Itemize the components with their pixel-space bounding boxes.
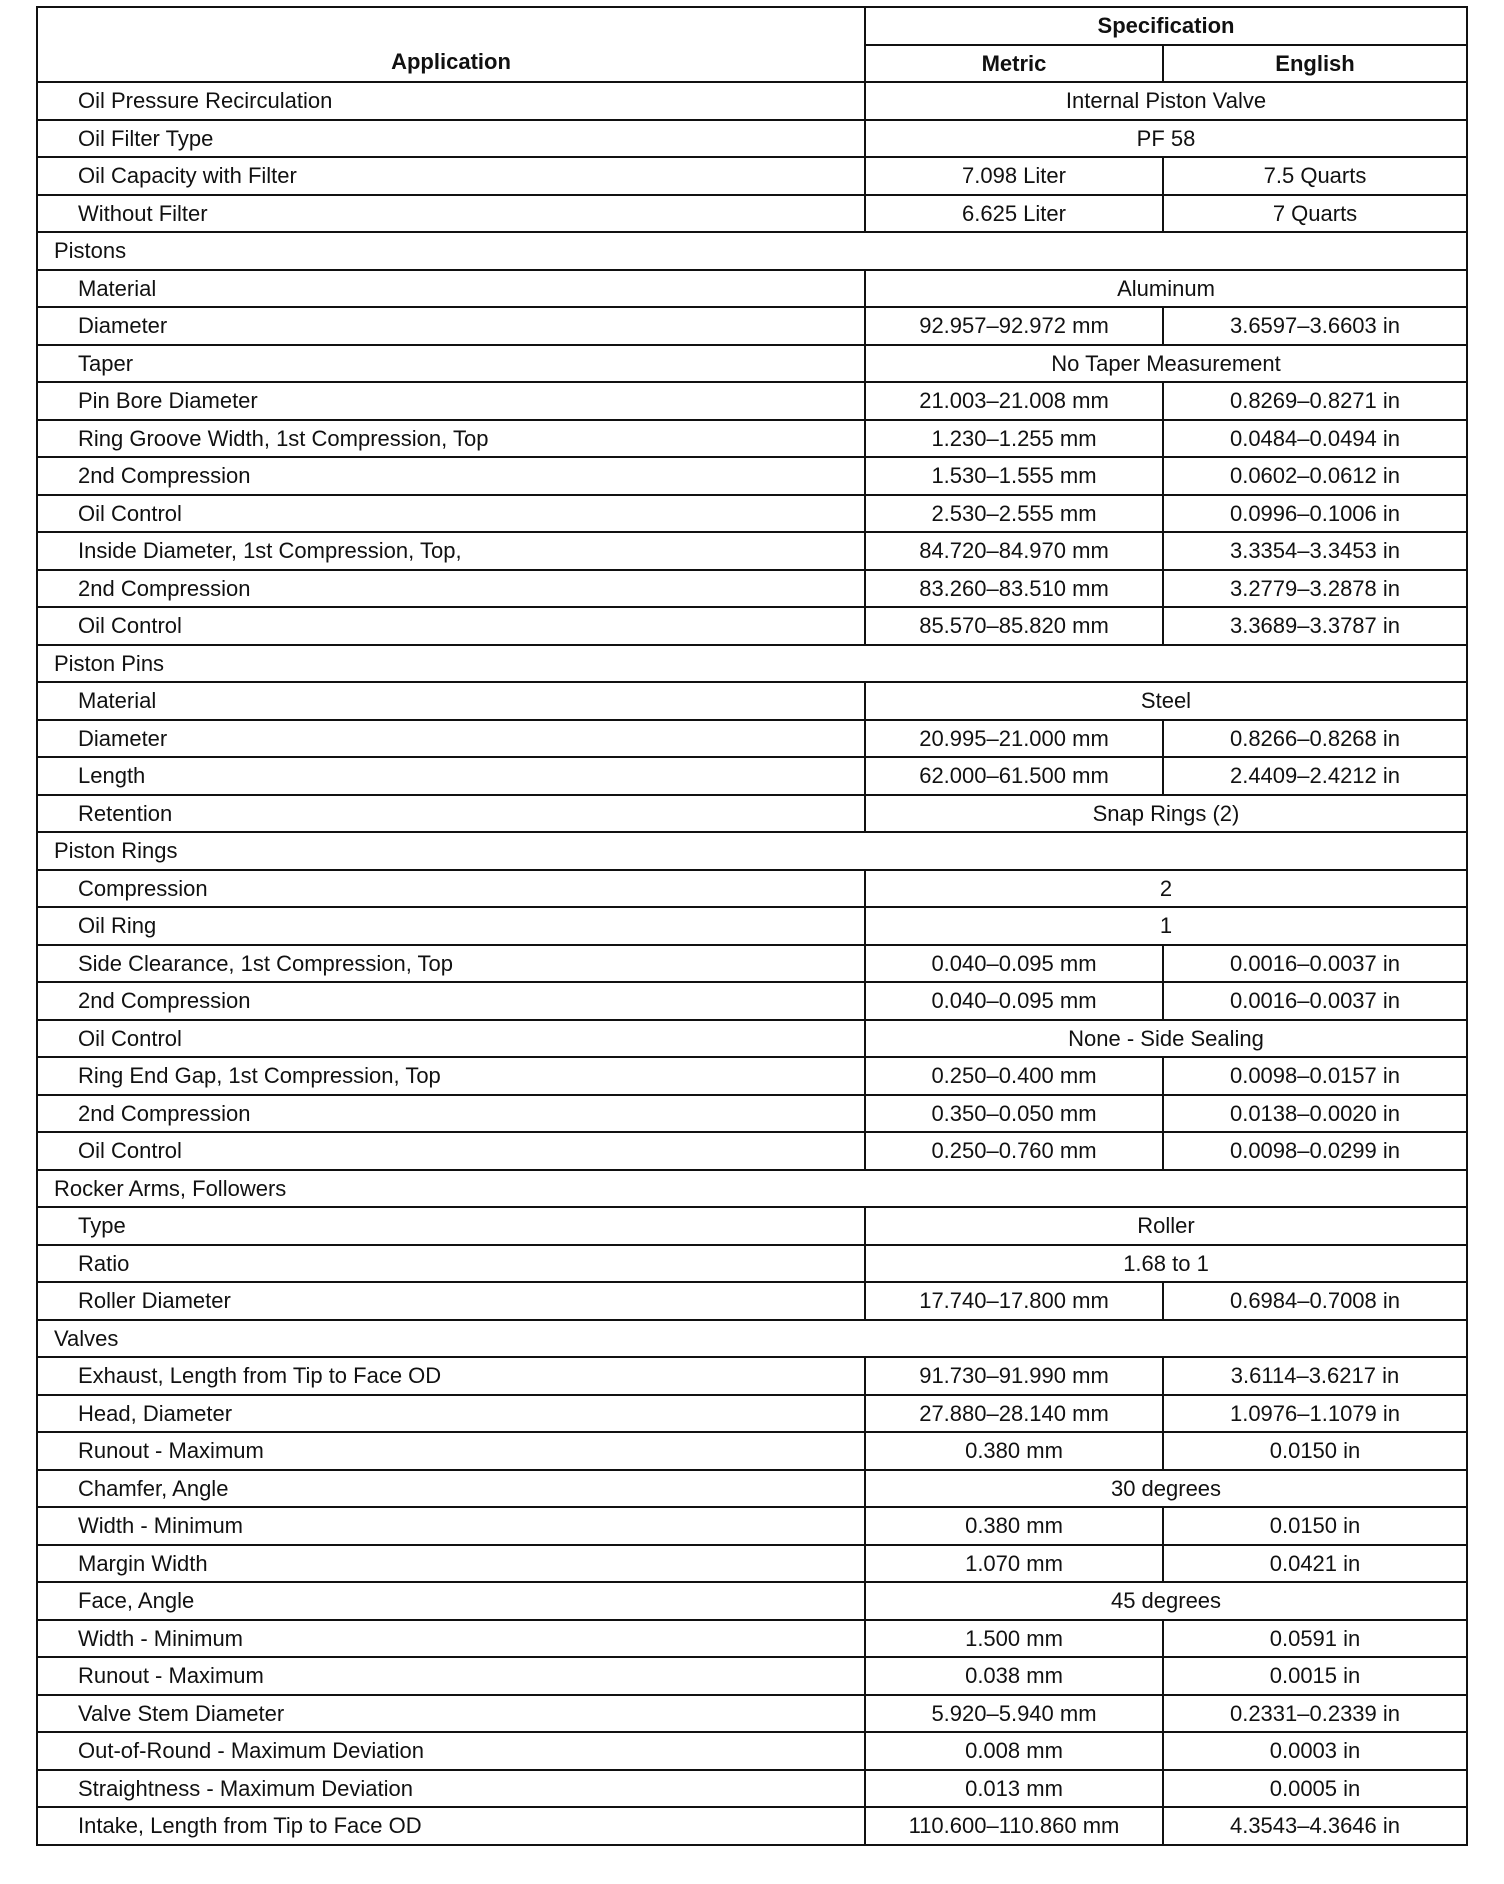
application-cell: Width - Minimum <box>37 1620 865 1658</box>
application-cell: Ratio <box>37 1245 865 1283</box>
table-row <box>37 307 1467 345</box>
metric-cell: 20.995–21.000 mm <box>865 720 1163 758</box>
table-row <box>37 795 1467 833</box>
application-cell: Head, Diameter <box>37 1395 865 1433</box>
table-row <box>37 345 1467 383</box>
application-cell: Width - Minimum <box>37 1507 865 1545</box>
table-row <box>37 1095 1467 1133</box>
english-cell: 0.0098–0.0157 in <box>1163 1057 1467 1095</box>
metric-cell: 0.250–0.400 mm <box>865 1057 1163 1095</box>
table-row <box>37 757 1467 795</box>
specification-cell: Aluminum <box>865 270 1467 308</box>
english-cell: 0.6984–0.7008 in <box>1163 1282 1467 1320</box>
section-row <box>37 1320 1467 1358</box>
english-cell: 0.0484–0.0494 in <box>1163 420 1467 458</box>
table-row <box>37 607 1467 645</box>
section-heading: Pistons <box>37 232 1467 270</box>
english-cell: 0.0098–0.0299 in <box>1163 1132 1467 1170</box>
specification-cell: 30 degrees <box>865 1470 1467 1508</box>
metric-cell: 7.098 Liter <box>865 157 1163 195</box>
english-cell: 7 Quarts <box>1163 195 1467 233</box>
metric-cell: 0.008 mm <box>865 1732 1163 1770</box>
table-row <box>37 457 1467 495</box>
specification-cell: PF 58 <box>865 120 1467 158</box>
application-cell: Straightness - Maximum Deviation <box>37 1770 865 1808</box>
application-cell: Runout - Maximum <box>37 1657 865 1695</box>
table-row <box>37 1770 1467 1808</box>
specification-cell: 1.68 to 1 <box>865 1245 1467 1283</box>
application-cell: Ring Groove Width, 1st Compression, Top <box>37 420 865 458</box>
table-row <box>37 1057 1467 1095</box>
table-row <box>37 1020 1467 1058</box>
table-row <box>37 1582 1467 1620</box>
specification-cell: 1 <box>865 907 1467 945</box>
application-cell: Side Clearance, 1st Compression, Top <box>37 945 865 983</box>
specification-cell: No Taper Measurement <box>865 345 1467 383</box>
table-row <box>37 1282 1467 1320</box>
application-cell: Valve Stem Diameter <box>37 1695 865 1733</box>
application-cell: Taper <box>37 345 865 383</box>
metric-cell: 0.380 mm <box>865 1507 1163 1545</box>
table-row <box>37 1620 1467 1658</box>
application-cell: Retention <box>37 795 865 833</box>
metric-cell: 27.880–28.140 mm <box>865 1395 1163 1433</box>
metric-cell: 83.260–83.510 mm <box>865 570 1163 608</box>
english-cell: 0.8269–0.8271 in <box>1163 382 1467 420</box>
metric-cell: 1.530–1.555 mm <box>865 457 1163 495</box>
table-row <box>37 1132 1467 1170</box>
application-cell: Diameter <box>37 307 865 345</box>
application-cell: Compression <box>37 870 865 908</box>
application-cell: Without Filter <box>37 195 865 233</box>
specification-cell: Snap Rings (2) <box>865 795 1467 833</box>
application-cell: Oil Control <box>37 1020 865 1058</box>
table-row <box>37 1470 1467 1508</box>
specification-cell: 45 degrees <box>865 1582 1467 1620</box>
table-row <box>37 907 1467 945</box>
metric-cell: 92.957–92.972 mm <box>865 307 1163 345</box>
metric-cell: 0.040–0.095 mm <box>865 982 1163 1020</box>
english-cell: 0.2331–0.2339 in <box>1163 1695 1467 1733</box>
english-cell: 0.0602–0.0612 in <box>1163 457 1467 495</box>
table-row <box>37 495 1467 533</box>
metric-cell: 0.013 mm <box>865 1770 1163 1808</box>
table-row <box>37 1657 1467 1695</box>
table-row <box>37 682 1467 720</box>
table-row <box>37 1807 1467 1845</box>
application-cell: Roller Diameter <box>37 1282 865 1320</box>
application-cell: 2nd Compression <box>37 457 865 495</box>
header-english: English <box>1163 45 1467 83</box>
metric-cell: 21.003–21.008 mm <box>865 382 1163 420</box>
table-body <box>37 82 1467 1845</box>
table-row <box>37 982 1467 1020</box>
section-row <box>37 645 1467 683</box>
metric-cell: 0.350–0.050 mm <box>865 1095 1163 1133</box>
english-cell: 3.2779–3.2878 in <box>1163 570 1467 608</box>
application-cell: Chamfer, Angle <box>37 1470 865 1508</box>
english-cell: 4.3543–4.3646 in <box>1163 1807 1467 1845</box>
application-cell: Face, Angle <box>37 1582 865 1620</box>
table-row <box>37 1695 1467 1733</box>
application-cell: Type <box>37 1207 865 1245</box>
application-cell: Ring End Gap, 1st Compression, Top <box>37 1057 865 1095</box>
english-cell: 0.0150 in <box>1163 1432 1467 1470</box>
english-cell: 3.3689–3.3787 in <box>1163 607 1467 645</box>
application-cell: Diameter <box>37 720 865 758</box>
application-cell: Intake, Length from Tip to Face OD <box>37 1807 865 1845</box>
metric-cell: 0.038 mm <box>865 1657 1163 1695</box>
english-cell: 3.3354–3.3453 in <box>1163 532 1467 570</box>
english-cell: 3.6597–3.6603 in <box>1163 307 1467 345</box>
metric-cell: 5.920–5.940 mm <box>865 1695 1163 1733</box>
english-cell: 0.0996–0.1006 in <box>1163 495 1467 533</box>
table-row <box>37 945 1467 983</box>
english-cell: 7.5 Quarts <box>1163 157 1467 195</box>
table-row <box>37 157 1467 195</box>
table-row <box>37 1395 1467 1433</box>
section-row <box>37 232 1467 270</box>
english-cell: 1.0976–1.1079 in <box>1163 1395 1467 1433</box>
table-row <box>37 82 1467 120</box>
application-cell: Pin Bore Diameter <box>37 382 865 420</box>
table-row <box>37 1545 1467 1583</box>
table-row <box>37 1507 1467 1545</box>
metric-cell: 17.740–17.800 mm <box>865 1282 1163 1320</box>
application-cell: Oil Capacity with Filter <box>37 157 865 195</box>
english-cell: 2.4409–2.4212 in <box>1163 757 1467 795</box>
table-row <box>37 382 1467 420</box>
table-row <box>37 570 1467 608</box>
application-cell: 2nd Compression <box>37 570 865 608</box>
specification-cell: Steel <box>865 682 1467 720</box>
application-cell: 2nd Compression <box>37 982 865 1020</box>
english-cell: 3.6114–3.6217 in <box>1163 1357 1467 1395</box>
metric-cell: 0.380 mm <box>865 1432 1163 1470</box>
section-heading: Piston Pins <box>37 645 1467 683</box>
metric-cell: 62.000–61.500 mm <box>865 757 1163 795</box>
english-cell: 0.0150 in <box>1163 1507 1467 1545</box>
header-row-top <box>37 7 1467 45</box>
english-cell: 0.0005 in <box>1163 1770 1467 1808</box>
application-cell: Oil Control <box>37 1132 865 1170</box>
table-row <box>37 195 1467 233</box>
application-cell: Material <box>37 682 865 720</box>
metric-cell: 84.720–84.970 mm <box>865 532 1163 570</box>
english-cell: 0.0016–0.0037 in <box>1163 945 1467 983</box>
specification-cell: 2 <box>865 870 1467 908</box>
metric-cell: 0.040–0.095 mm <box>865 945 1163 983</box>
application-cell: Material <box>37 270 865 308</box>
metric-cell: 1.230–1.255 mm <box>865 420 1163 458</box>
table-row <box>37 1245 1467 1283</box>
application-cell: Length <box>37 757 865 795</box>
header-application: Application <box>37 7 865 82</box>
application-cell: Oil Ring <box>37 907 865 945</box>
application-cell: 2nd Compression <box>37 1095 865 1133</box>
metric-cell: 110.600–110.860 mm <box>865 1807 1163 1845</box>
table-row <box>37 870 1467 908</box>
metric-cell: 91.730–91.990 mm <box>865 1357 1163 1395</box>
section-heading: Rocker Arms, Followers <box>37 1170 1467 1208</box>
metric-cell: 1.500 mm <box>865 1620 1163 1658</box>
application-cell: Oil Control <box>37 607 865 645</box>
english-cell: 0.0016–0.0037 in <box>1163 982 1467 1020</box>
english-cell: 0.0421 in <box>1163 1545 1467 1583</box>
english-cell: 0.0015 in <box>1163 1657 1467 1695</box>
section-heading: Piston Rings <box>37 832 1467 870</box>
metric-cell: 85.570–85.820 mm <box>865 607 1163 645</box>
specification-cell: Roller <box>865 1207 1467 1245</box>
specifications-table <box>36 6 1468 1846</box>
table-row <box>37 270 1467 308</box>
table-row <box>37 420 1467 458</box>
english-cell: 0.0003 in <box>1163 1732 1467 1770</box>
table-row <box>37 1207 1467 1245</box>
specification-cell: Internal Piston Valve <box>865 82 1467 120</box>
english-cell: 0.0591 in <box>1163 1620 1467 1658</box>
metric-cell: 2.530–2.555 mm <box>865 495 1163 533</box>
application-cell: Oil Pressure Recirculation <box>37 82 865 120</box>
table-row <box>37 120 1467 158</box>
application-cell: Out-of-Round - Maximum Deviation <box>37 1732 865 1770</box>
english-cell: 0.0138–0.0020 in <box>1163 1095 1467 1133</box>
table-row <box>37 1732 1467 1770</box>
metric-cell: 0.250–0.760 mm <box>865 1132 1163 1170</box>
section-heading: Valves <box>37 1320 1467 1358</box>
table-row <box>37 720 1467 758</box>
application-cell: Margin Width <box>37 1545 865 1583</box>
metric-cell: 6.625 Liter <box>865 195 1163 233</box>
header-specification: Specification <box>865 7 1467 45</box>
english-cell: 0.8266–0.8268 in <box>1163 720 1467 758</box>
table-row <box>37 1357 1467 1395</box>
header-metric: Metric <box>865 45 1163 83</box>
table-row <box>37 1432 1467 1470</box>
metric-cell: 1.070 mm <box>865 1545 1163 1583</box>
section-row <box>37 1170 1467 1208</box>
application-cell: Oil Filter Type <box>37 120 865 158</box>
specification-cell: None - Side Sealing <box>865 1020 1467 1058</box>
application-cell: Inside Diameter, 1st Compression, Top, <box>37 532 865 570</box>
application-cell: Exhaust, Length from Tip to Face OD <box>37 1357 865 1395</box>
section-row <box>37 832 1467 870</box>
table-row <box>37 532 1467 570</box>
application-cell: Runout - Maximum <box>37 1432 865 1470</box>
application-cell: Oil Control <box>37 495 865 533</box>
